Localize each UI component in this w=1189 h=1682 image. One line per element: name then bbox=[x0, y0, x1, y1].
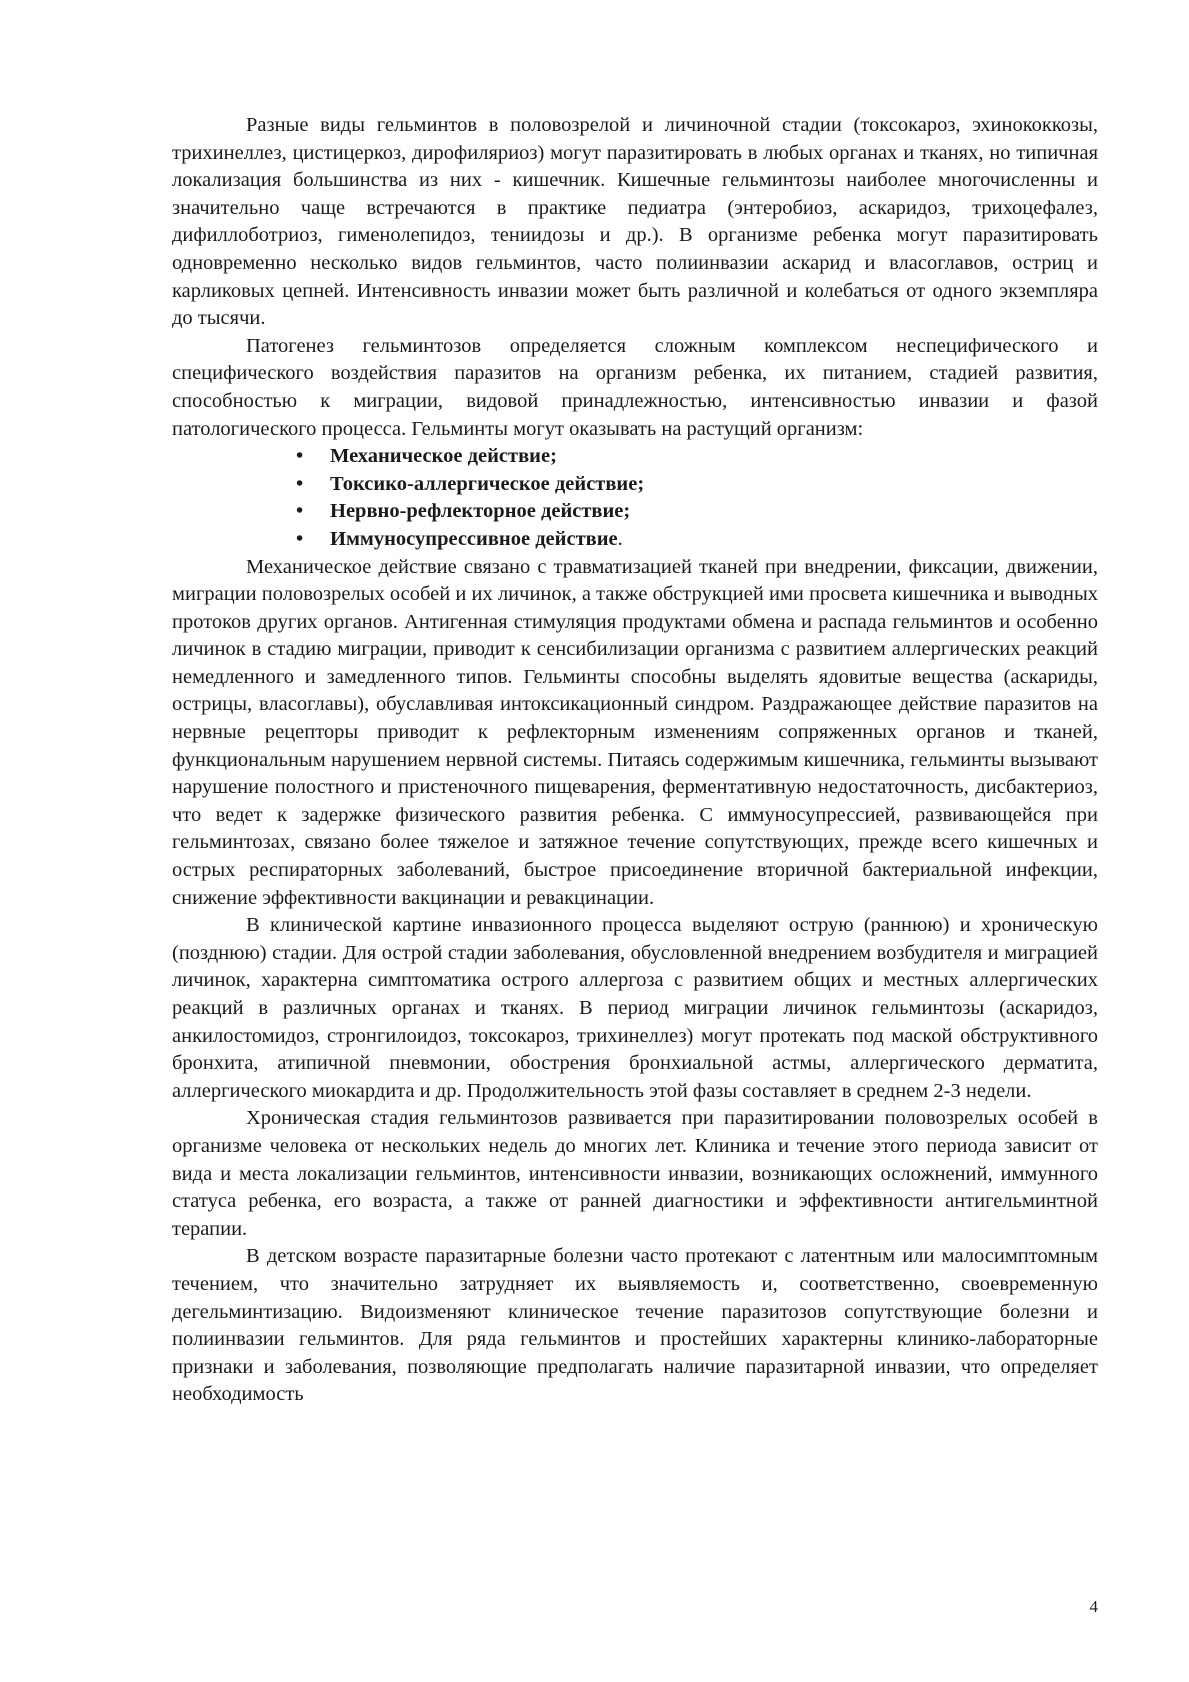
paragraph-mechanical-action: Механическое действие связано с травматизацией тканей при внедрении, фиксации, движении, миграции половозрелых особей и их личинок, а также обструкцией ими просвета кишечника и выводных протоков других органов. Антигенная стимуляция продуктами обмена и распада гельминтов и особенно личинок в стадию миграции, приводит к сенсибилизации организма с развитием аллергических реакций немедленного и замедленного типов. Гельминты способны выделять ядовитые вещества (аскариды, острицы, власоглавы), обуславливая интоксикационный синдром. Раздражающее действие паразитов на нервные рецепторы приводит к рефлекторным изменениям сопряженных органов и тканей, функциональным нарушением нервной системы. Питаясь содержимым кишечника, гельминты вызывают нарушение полостного и пристеночного пищеварения, ферментативную недостаточность, дисбактериоз, что ведет к задержке физического развития ребенка. С иммуносупрессией, развивающейся при гельминтозах, связано более тяжелое и затяжное течение сопутствующих, прежде всего кишечных и острых респираторных заболеваний, быстрое присоединение вторичной бактериальной инфекции, снижение эффективности вакцинации и ревакцинации. bbox=[172, 555, 1098, 909]
page-number: 4 bbox=[1089, 1597, 1098, 1616]
list-item bbox=[296, 471, 1098, 499]
bullet-icon: • bbox=[296, 500, 304, 523]
effects-list bbox=[172, 443, 1098, 553]
bullet-icon: • bbox=[296, 445, 304, 468]
list-item-text: Механическое действие; bbox=[330, 445, 557, 468]
bullet-icon: • bbox=[296, 527, 304, 550]
paragraph-clinical-picture: В клинической картине инвазионного процесса выделяют острую (раннюю) и хроническую (позднюю) стадии. Для острой стадии заболевания, обусловленной внедрением возбудителя и миграцией личинок, характерна симптоматика острого аллергоза с развитием общих и местных аллергических реакций в различных органах и тканях. В период миграции личинок гельминтозы (аскаридоз, анкилостомидоз, стронгилоидоз, токсокароз, трихинеллез) могут протекать под маской обструктивного бронхита, атипичной пневмонии, обострения бронхиальной астмы, аллергического дерматита, аллергического миокардита и др. Продолжительность этой фазы составляет в среднем 2-3 недели. bbox=[172, 914, 1098, 1102]
paragraph-pathogenesis: Патогенез гельминтозов определяется сложным комплексом неспецифического и специфического воздействия паразитов на организм ребенка, их питанием, стадией развития, способностью к миграции, видовой принадлежностью, интенсивностью инвазии и фазой патологического процесса. Гельминты могут оказывать на растущий организм: bbox=[172, 334, 1098, 440]
list-item bbox=[296, 526, 1098, 554]
list-item-text: Нервно-рефлекторное действие; bbox=[330, 500, 631, 523]
list-item-text: Иммуносупрессивное действие bbox=[330, 527, 618, 550]
list-item bbox=[296, 443, 1098, 471]
list-item-text: Токсико-аллергическое действие; bbox=[330, 472, 645, 495]
bullet-icon: • bbox=[296, 472, 304, 495]
paragraph-helminth-types: Разные виды гельминтов в половозрелой и личиночной стадии (токсокароз, эхинококкозы, трихинеллез, цистицеркоз, дирофиляриоз) могут паразитировать в любых органах и тканях, но типичная локализация большинства из них - кишечник. Кишечные гельминтозы наиболее многочисленны и значительно чаще встречаются в практике педиатра (энтеробиоз, аскаридоз, трихоцефалез, дифиллоботриоз, гименолепидоз, тениидозы и др.). В организме ребенка могут паразитировать одновременно несколько видов гельминтов, часто полиинвазии аскарид и власоглавов, остриц и карликовых цепней. Интенсивность инвазии может быть различной и колебаться от одного экземпляра до тысячи. bbox=[172, 114, 1098, 330]
paragraph-chronic-stage: Хроническая стадия гельминтозов развивается при паразитировании половозрелых особей в организме человека от нескольких недель до многих лет. Клиника и течение этого периода зависит от вида и места локализации гельминтов, интенсивности инвазии, возникающих осложнений, иммунного статуса ребенка, его возраста, а также от ранней диагностики и эффективности антигельминтной терапии. bbox=[172, 1107, 1098, 1240]
list-item bbox=[296, 498, 1098, 526]
list-item-tail: . bbox=[617, 527, 623, 550]
document-page bbox=[172, 112, 1098, 1409]
paragraph-childhood: В детском возрасте паразитарные болезни часто протекают с латентным или малосимптомным течением, что значительно затрудняет их выявляемость и, соответственно, своевременную дегельминтизацию. Видоизменяют клиническое течение паразитозов сопутствующие болезни и полиинвазии гельминтов. Для ряда гельминтов и простейших характерны клинико-лабораторные признаки и заболевания, позволяющие предполагать наличие паразитарной инвазии, что определяет необходимость bbox=[172, 1245, 1098, 1406]
